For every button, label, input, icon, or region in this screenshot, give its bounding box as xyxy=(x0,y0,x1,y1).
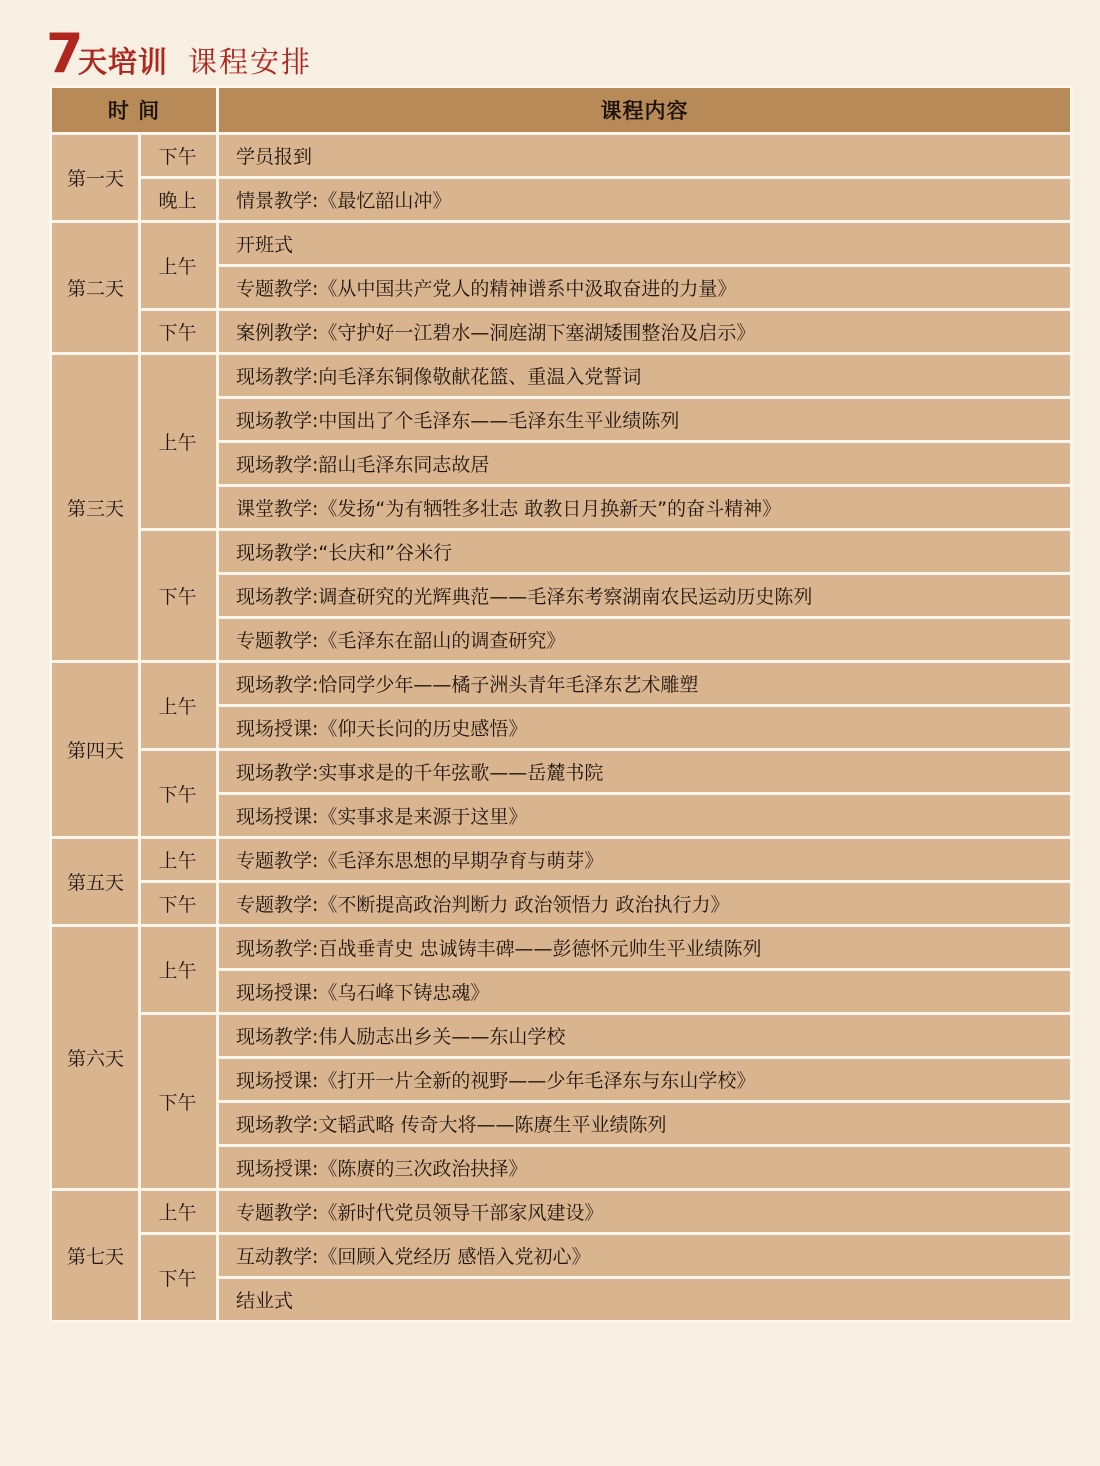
course-item: 学员报到 xyxy=(218,134,1072,178)
course-item: 现场授课:《陈赓的三次政治抉择》 xyxy=(218,1146,1072,1190)
header-time: 时 间 xyxy=(51,87,218,134)
day-label: 第五天 xyxy=(51,838,140,926)
period-label: 下午 xyxy=(140,134,218,178)
table-row xyxy=(51,750,1072,794)
course-item: 互动教学:《回顾入党经历 感悟入党初心》 xyxy=(218,1234,1072,1278)
day-label: 第四天 xyxy=(51,662,140,838)
table-row xyxy=(51,222,1072,266)
table-row xyxy=(51,310,1072,354)
table-row xyxy=(51,882,1072,926)
period-label: 晚上 xyxy=(140,178,218,222)
course-item: 课堂教学:《发扬“为有牺牲多壮志 敢教日月换新天”的奋斗精神》 xyxy=(218,486,1072,530)
schedule-body xyxy=(51,134,1072,1322)
table-row xyxy=(51,354,1072,398)
table-row xyxy=(51,1190,1072,1234)
table-row xyxy=(51,1234,1072,1278)
course-item: 专题教学:《不断提高政治判断力 政治领悟力 政治执行力》 xyxy=(218,882,1072,926)
table-row xyxy=(51,838,1072,882)
day-label: 第三天 xyxy=(51,354,140,662)
table-row xyxy=(51,530,1072,574)
day-label: 第七天 xyxy=(51,1190,140,1322)
course-item: 现场教学:“长庆和”谷米行 xyxy=(218,530,1072,574)
period-label: 下午 xyxy=(140,1234,218,1322)
period-label: 下午 xyxy=(140,310,218,354)
period-label: 上午 xyxy=(140,662,218,750)
schedule-table xyxy=(49,85,1073,1323)
table-row xyxy=(51,662,1072,706)
course-item: 案例教学:《守护好一江碧水—洞庭湖下塞湖矮围整治及启示》 xyxy=(218,310,1072,354)
course-item: 专题教学:《毛泽东在韶山的调查研究》 xyxy=(218,618,1072,662)
title-main: 天培训 xyxy=(78,45,169,79)
course-item: 现场教学:调查研究的光辉典范——毛泽东考察湖南农民运动历史陈列 xyxy=(218,574,1072,618)
course-item: 现场教学:中国出了个毛泽东——毛泽东生平业绩陈列 xyxy=(218,398,1072,442)
course-item: 现场教学:恰同学少年——橘子洲头青年毛泽东艺术雕塑 xyxy=(218,662,1072,706)
course-item: 现场教学:向毛泽东铜像敬献花篮、重温入党誓词 xyxy=(218,354,1072,398)
header-content: 课程内容 xyxy=(218,87,1072,134)
table-row xyxy=(51,134,1072,178)
title-number: 7 xyxy=(46,22,82,85)
course-item: 专题教学:《毛泽东思想的早期孕育与萌芽》 xyxy=(218,838,1072,882)
course-item: 情景教学:《最忆韶山冲》 xyxy=(218,178,1072,222)
course-item: 现场教学:韶山毛泽东同志故居 xyxy=(218,442,1072,486)
period-label: 上午 xyxy=(140,354,218,530)
course-item: 结业式 xyxy=(218,1278,1072,1322)
day-label: 第二天 xyxy=(51,222,140,354)
period-label: 上午 xyxy=(140,838,218,882)
period-label: 下午 xyxy=(140,530,218,662)
period-label: 下午 xyxy=(140,750,218,838)
course-item: 专题教学:《从中国共产党人的精神谱系中汲取奋进的力量》 xyxy=(218,266,1072,310)
table-row xyxy=(51,178,1072,222)
course-item: 现场授课:《仰天长问的历史感悟》 xyxy=(218,706,1072,750)
course-item: 现场教学:文韬武略 传奇大将——陈赓生平业绩陈列 xyxy=(218,1102,1072,1146)
period-label: 上午 xyxy=(140,1190,218,1234)
period-label: 上午 xyxy=(140,926,218,1014)
header-row xyxy=(51,87,1072,134)
title-sub: 课程安排 xyxy=(188,45,313,79)
period-label: 下午 xyxy=(140,1014,218,1190)
course-item: 现场授课:《打开一片全新的视野——少年毛泽东与东山学校》 xyxy=(218,1058,1072,1102)
course-item: 专题教学:《新时代党员领导干部家风建设》 xyxy=(218,1190,1072,1234)
day-label: 第一天 xyxy=(51,134,140,222)
course-item: 现场授课:《实事求是来源于这里》 xyxy=(218,794,1072,838)
table-row xyxy=(51,926,1072,970)
period-label: 下午 xyxy=(140,882,218,926)
course-item: 开班式 xyxy=(218,222,1072,266)
period-label: 上午 xyxy=(140,222,218,310)
table-row xyxy=(51,1014,1072,1058)
course-item: 现场授课:《乌石峰下铸忠魂》 xyxy=(218,970,1072,1014)
day-label: 第六天 xyxy=(51,926,140,1190)
course-item: 现场教学:百战垂青史 忠诚铸丰碑——彭德怀元帅生平业绩陈列 xyxy=(218,926,1072,970)
course-item: 现场教学:实事求是的千年弦歌——岳麓书院 xyxy=(218,750,1072,794)
course-item: 现场教学:伟人励志出乡关——东山学校 xyxy=(218,1014,1072,1058)
